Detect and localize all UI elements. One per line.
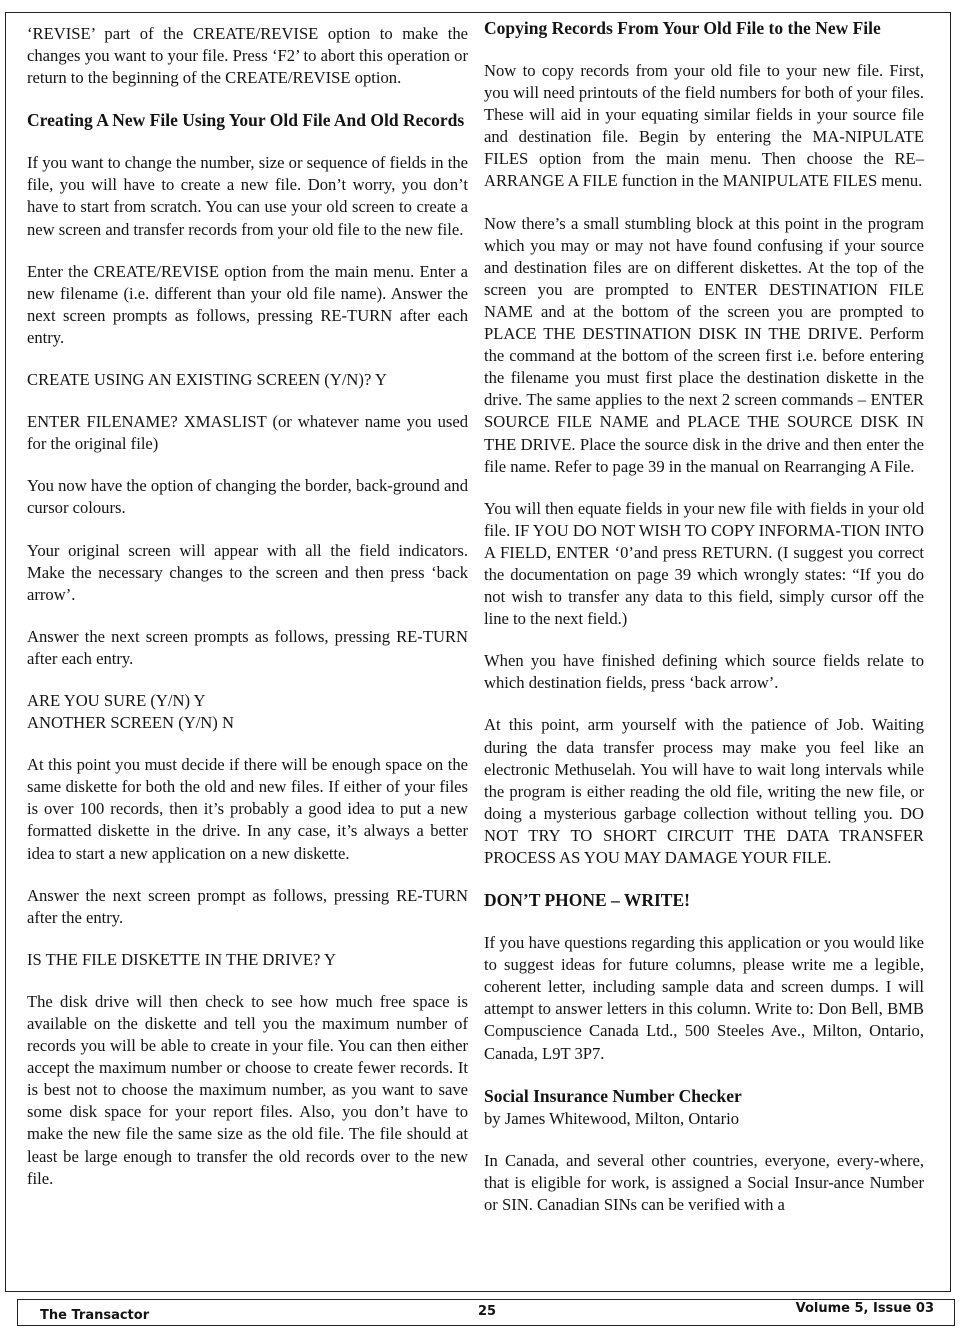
magazine-name: The Transactor [40,1308,150,1323]
paragraph: The disk drive will then check to see how much free space is available on the diskette and tell you the maximum number of records you will be able to create in your file. You can then either accept the maximum number or choose to create fewer records. It is best not to choose the maximum number, as you want to save some disk space for your report files. Also, you don’t have to make the new file the same size as the old file. The file should at least be large enough to transfer the old records over to the new file. [27,991,468,1188]
paragraph: At this point you must decide if there will be enough space on the same diskette for both the old and new files. If either of your files is over 100 records, then it’s probably a good idea to put a new formatted diskette in the drive. In any case, it’s always a better idea to start a new application on a new diskette. [27,755,468,863]
article-title: Social Insurance Number Checker [484,1085,742,1106]
right-column [484,17,924,1291]
issue-label: Volume 5, Issue 03 [795,1301,934,1316]
section-heading: DON’T PHONE – WRITE! [484,890,690,911]
paragraph: You will then equate fields in your new file with fields in your old file. IF YOU DO NOT WISH TO COPY INFORMA-TION INTO A FIELD, ENTER ‘0’and press RETURN. (I suggest you correct the documentation on page 39 which wrongly states: “If you do not wish to transfer any data to this field, simply cursor off the line to the next field.) [484,498,924,629]
page-number: 25 [478,1304,497,1319]
section-heading: Copying Records From Your Old File to the New File [484,18,881,38]
paragraph: If you have questions regarding this application or you would like to suggest ideas for future columns, please write me a legible, coherent letter, including sample data and screen dumps. I will attempt to answer letters in this column. Write to: Don Bell, BMB Compuscience Canada Ltd., 500 Steeles Ave., Milton, Ontario, Canada, L9T 3P7. [484,933,924,1063]
screen-prompt: CREATE USING AN EXISTING SCREEN (Y/N)? Y [27,370,387,390]
paragraph: You now have the option of changing the border, back-ground and cursor colours. [27,476,468,518]
screen-prompt: ENTER FILENAME? XMASLIST (or whatever name you used for the original file) [27,412,468,454]
left-column [27,23,468,1291]
paragraph: Your original screen will appear with all the field indicators. Make the necessary changes to the screen and then press ‘back arrow’. [27,540,468,604]
paragraph: Answer the next screen prompt as follows, pressing RE-TURN after the entry. [27,885,468,927]
paragraph: Now there’s a small stumbling block at this point in the program which you may or may not have found confusing if your source and destination files are on different diskettes. At the top of the screen you are prompted to ENTER DESTINATION FILE NAME and at the bottom of the screen you are prompted to PLACE THE DESTINATION DISK IN THE DRIVE. Perform the command at the bottom of the screen first i.e. before entering the filename you must first place the destination diskette in the drive. The same applies to the next 2 screen commands – ENTER SOURCE FILE NAME and PLACE THE SOURCE DISK IN THE DRIVE. Place the source disk in the drive and then enter the file name. Refer to page 39 in the manual on Rearranging A File. [484,213,924,476]
paragraph: When you have finished defining which source fields relate to which destination fields, press ‘back arrow’. [484,651,924,693]
paragraph: ‘REVISE’ part of the CREATE/REVISE option to make the changes you want to your file. Press ‘F2’ to abort this operation or return to the beginning of the CREATE/REVISE option. [27,24,468,88]
paragraph: In Canada, and several other countries, everyone, every-where, that is eligible for work, is assigned a Social Insur-ance Number or SIN. Canadian SINs can be verified with a [484,1150,924,1214]
paragraph: Enter the CREATE/REVISE option from the main menu. Enter a new filename (i.e. different than your old file name). Answer the next screen prompts as follows, pressing RE-TURN after each entry. [27,261,468,347]
byline: by James Whitewood, Milton, Ontario [484,1108,740,1128]
paragraph: If you want to change the number, size or sequence of fields in the file, you will have to create a new file. Don’t worry, you don’t have to start from scratch. You can use your old screen to create a new screen and transfer records from your old file to the new file. [27,153,468,239]
screen-prompt: ARE YOU SURE (Y/N) Y [27,690,206,710]
screen-prompt: ANOTHER SCREEN (Y/N) N [27,713,234,733]
paragraph: Answer the next screen prompts as follows, pressing RE-TURN after each entry. [27,626,468,668]
screen-prompt: IS THE FILE DISKETTE IN THE DRIVE? Y [27,949,336,969]
paragraph: Now to copy records from your old file to your new file. First, you will need printouts of the field numbers for both of your files. These will aid in your equating similar fields in your source file and destination file. Begin by entering the MA-NIPULATE FILES option from the main menu. Then choose the RE–ARRANGE A FILE function in the MANIPULATE FILES menu. [484,61,924,191]
article-frame [5,12,951,1292]
paragraph: At this point, arm yourself with the patience of Job. Waiting during the data transfer process may make you feel like an electronic Methuselah. You will have to wait long intervals while the program is either reading the old file, writing the new file, or doing a mysterious garbage collection without telling you. DO NOT TRY TO SHORT CIRCUIT THE DATA TRANSFER PROCESS AS YOU MAY DAMAGE YOUR FILE. [484,715,924,867]
page-footer [17,1299,955,1326]
section-heading: Creating A New File Using Your Old File And Old Records [27,110,465,131]
